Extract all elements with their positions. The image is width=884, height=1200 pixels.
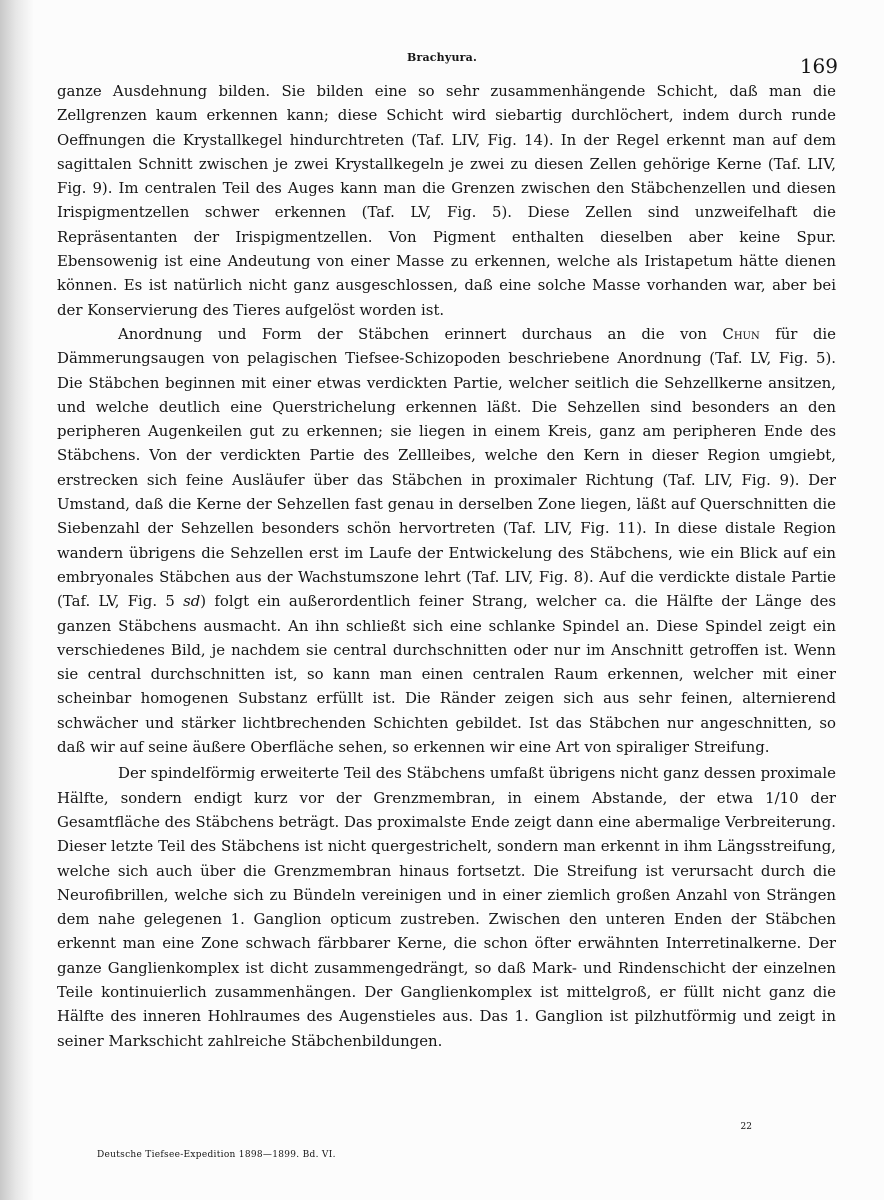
paragraph-2-text-c: ) folgt ein außerordentlich feiner Strang, welcher ca. die Hälfte der Länge des ganzen Stäbchens ausmacht. An ihn schließt sich eine schlanke Spindel an. Diese Spindel zeigt ein verschiedenes Bild, je nachdem sie central durchschnitten oder nur im Anschnitt getroffen ist. Wenn sie central durchschnitten ist, so kann man einen centralen Raum erkennen, welcher mit einer scheinbar homogenen Substanz erfüllt ist. Die Ränder zeigen sich aus sehr feinen, alternierend schwächer und stärker lichtbrechenden Schichten gebildet. Ist das Stäbchen nur angeschnitten, so daß wir auf seine äußere Oberfläche sehen, so erkennen wir eine Art von spiraliger Streifung. <box>57 592 836 757</box>
body-text <box>57 79 836 1053</box>
author-name-chun: Chun <box>722 324 760 343</box>
running-title: Brachyura. <box>406 51 478 64</box>
paragraph-2 <box>57 322 836 759</box>
paragraph-2-text-a: Anordnung und Form der Stäbchen erinnert durchaus an die von <box>118 324 723 343</box>
paragraph-2-text-b: für die Dämmerungsaugen von pelagischen Tiefsee-Schizopoden beschriebene Anordnung (Taf. LV, Fig. 5). Die Stäbchen beginnen mit einer etwas verdickten Partie, welcher seitlich die Sehzellkerne ansitzen, und welche deutlich eine Querstrichelung erkennen läßt. Die Sehzellen sind besonders an den peripheren Augenkeilen gut zu erkennen; sie liegen in einem Kreis, ganz am peripheren Ende des Stäbchens. Von der verdickten Partie des Zellleibes, welche den Kern in dieser Region umgiebt, erstrecken sich feine Ausläufer über das Stäbchen in proximaler Richtung (Taf. LIV, Fig. 9). Der Umstand, daß die Kerne der Sehzellen fast genau in derselben Zone liegen, läßt auf Querschnitten die Siebenzahl der Sehzellen besonders schön hervortreten (Taf. LIV, Fig. 11). In diese distale Region wandern übrigens die Sehzellen erst im Laufe der Entwickelung des Stäbchens, wie ein Blick auf ein embryonales Stäbchen aus der Wachstumszone lehrt (Taf. LIV, Fig. 8). Auf die verdickte distale Partie (Taf. LV, Fig. 5 <box>57 324 836 611</box>
paragraph-1 <box>57 79 836 322</box>
paragraph-3 <box>57 761 836 1053</box>
figure-label-sd: sd <box>183 592 201 611</box>
paragraph-1-text: ganze Ausdehnung bilden. Sie bilden eine so sehr zusammenhängende Schicht, daß man die Zellgrenzen kaum erkennen kann; diese Schicht wird siebartig durchlöchert, indem durch runde Oeffnungen die Krystallkegel hindurchtreten (Taf. LIV, Fig. 14). In der Regel erkennt man auf dem sagittalen Schnitt zwischen je zwei Krystallkegeln je zwei zu diesen Zellen gehörige Kerne (Taf. LIV, Fig. 9). Im centralen Teil des Auges kann man die Grenzen zwischen den Stäbchenzellen und diesen Irispigmentzellen schwer erkennen (Taf. LV, Fig. 5). Diese Zellen sind unzweifelhaft die Repräsentanten der Irispigmentzellen. Von Pigment enthalten dieselben aber keine Spur. Ebensowenig ist eine Andeutung von einer Masse zu erkennen, welche als Iristapetum hätte dienen können. Es ist natürlich nicht ganz ausgeschlossen, daß eine solche Masse vorhanden war, aber bei der Konservierung des Tieres aufgelöst worden ist. <box>57 82 836 319</box>
page-number: 169 <box>799 54 838 78</box>
fraction-one-tenth: 1/10 <box>765 788 799 807</box>
page-spine-shadow <box>0 0 34 1200</box>
footer-series-title: Deutsche Tiefsee-Expedition 1898—1899. Bd. VI. <box>97 1150 336 1160</box>
sheet-signature: 22 <box>740 1122 752 1132</box>
paragraph-3-text-a: Der spindelförmig erweiterte Teil des Stäbchens umfaßt übrigens nicht ganz dessen proximale Hälfte, sondern endigt kurz vor der Grenzmembran, in einem Abstande, der etwa <box>57 764 836 807</box>
paragraph-3-text-b: der Gesamtfläche des Stäbchens beträgt. Das proximalste Ende zeigt dann eine abermalige Verbreiterung. Dieser letzte Teil des Stäbchens ist nicht quergestrichelt, sondern man erkennt in ihm Längsstreifung, welche sich auch über die Grenzmembran hinaus fortsetzt. Die Streifung ist verursacht durch die Neurofibrillen, welche sich zu Bündeln vereinigen und in einer ziemlich großen Anzahl von Strängen dem nahe gelegenen 1. Ganglion opticum zustreben. Zwischen den unteren Enden der Stäbchen erkennt man eine Zone schwach färbbarer Kerne, die schon öfter erwähnten Interretinalkerne. Der ganze Ganglienkomplex ist dicht zusammengedrängt, so daß Mark- und Rindenschicht der einzelnen Teile kontinuierlich zusammenhängen. Der Ganglienkomplex ist mittelgroß, er füllt nicht ganz die Hälfte des inneren Hohlraumes des Augenstieles aus. Das 1. Ganglion ist pilzhutförmig und zeigt in seiner Markschicht zahlreiche Stäbchenbildungen. <box>57 788 836 1050</box>
